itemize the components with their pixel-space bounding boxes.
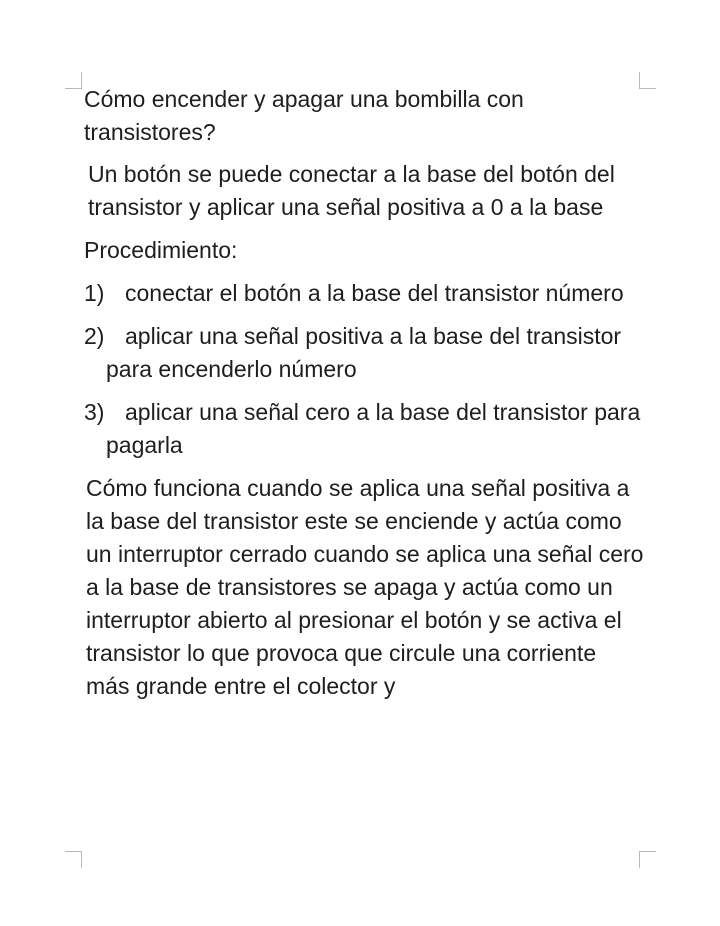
margin-corner-top-left xyxy=(65,72,82,89)
procedure-step xyxy=(84,396,644,462)
step-text: conectar el botón a la base del transistor número xyxy=(125,280,624,306)
procedure-step xyxy=(84,277,644,310)
document-body xyxy=(84,83,644,703)
intro-paragraph: Un botón se puede conectar a la base del botón del transistor y aplicar una señal positiva a 0 a la base xyxy=(88,161,615,220)
procedure-heading: Procedimiento: xyxy=(84,237,238,263)
margin-corner-bottom-left xyxy=(65,851,82,868)
explanation-paragraph: Cómo funciona cuando se aplica una señal positiva a la base del transistor este se enciende y actúa como un interruptor cerrado cuando se aplica una señal cero a la base de transistores se apaga y actúa como un interruptor abierto al presionar el botón y se activa el transistor lo que provoca que circule una corriente más grande entre el colector y xyxy=(86,475,644,699)
procedure-steps xyxy=(84,277,644,462)
step-text: aplicar una señal positiva a la base del transistor para encenderlo número xyxy=(106,323,622,382)
step-number: 3) xyxy=(84,399,105,425)
step-text: aplicar una señal cero a la base del transistor para pagarla xyxy=(106,399,641,458)
step-number: 1) xyxy=(84,280,105,306)
margin-corner-bottom-right xyxy=(639,851,656,868)
document-title: Cómo encender y apagar una bombilla con transistores? xyxy=(84,86,524,145)
procedure-step xyxy=(84,320,644,386)
step-number: 2) xyxy=(84,323,105,349)
